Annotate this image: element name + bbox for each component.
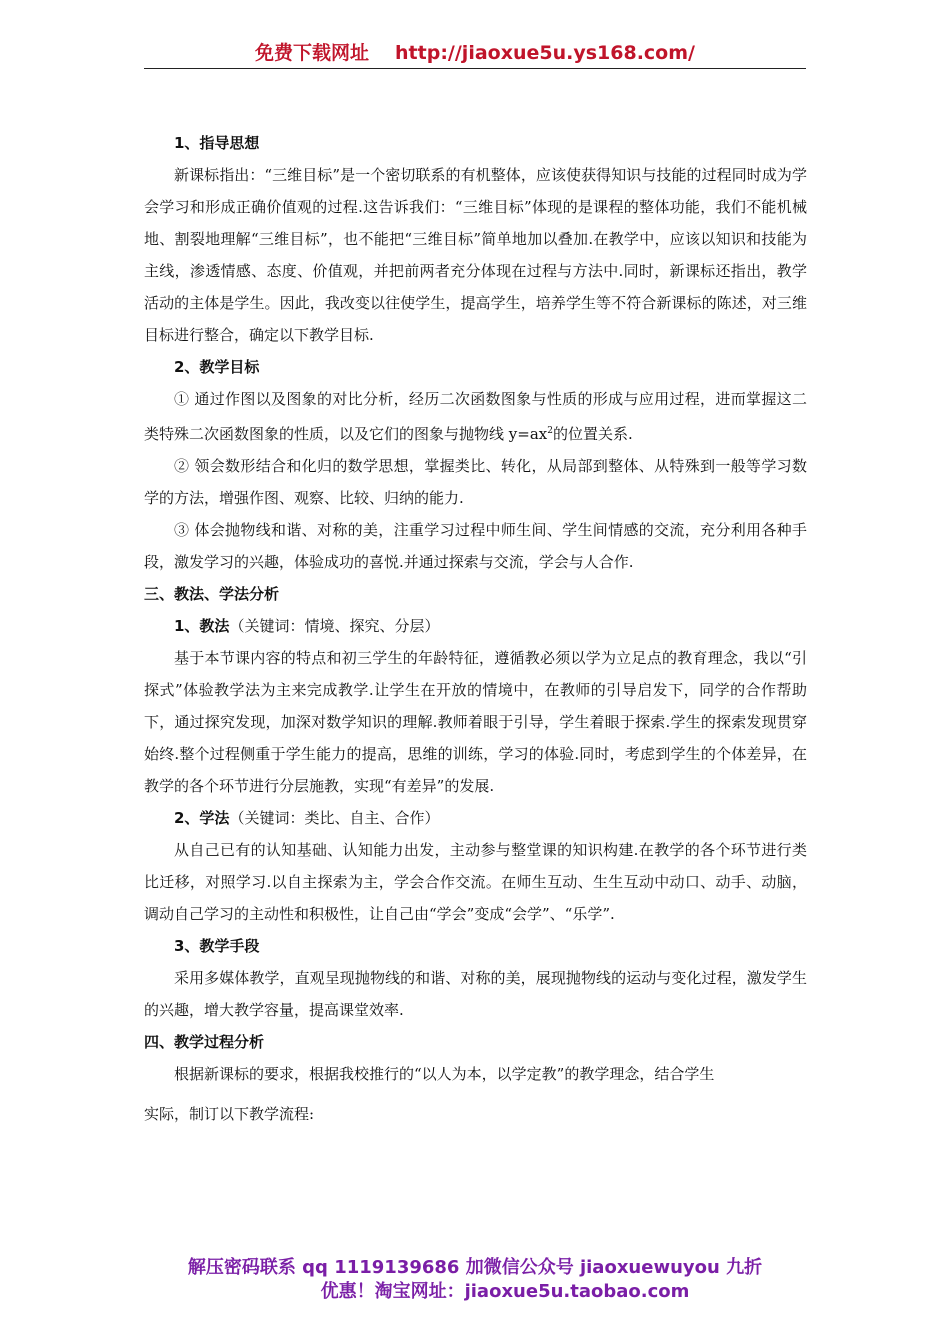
teaching-means-paragraph: 采用多媒体教学，直观呈现抛物线的和谐、对称的美，展现抛物线的运动与变化过程，激发学生的兴趣，增大教学容量，提高课堂效率. xyxy=(144,969,807,1019)
footer-line-1: 解压密码联系 qq 1119139686 加微信公众号 jiaoxuewuyou 九折 xyxy=(187,1257,763,1278)
section-4-title: 四、教学过程分析 xyxy=(144,1033,265,1051)
goal-1-text: ① 通过作图以及图象的对比分析，经历二次函数图象与性质的形成与应用过程，进而掌握这二类特殊二次函数图象的性质，以及它们的图象与抛物线 y=ax xyxy=(144,390,807,443)
section-guiding-title: 1、指导思想 xyxy=(174,134,260,152)
section-3-title: 三、教法、学法分析 xyxy=(144,585,280,603)
goal-1-tail: 的位置关系. xyxy=(552,425,633,443)
document-body xyxy=(144,127,807,1138)
section-4-paragraph: 根据新课标的要求，根据我校推行的“以人为本，以学定教”的教学理念，结合学生 xyxy=(174,1065,715,1083)
header-url-link[interactable]: http://jiaoxue5u.ys168.com/ xyxy=(395,42,695,64)
teaching-method-title: 1、教法 xyxy=(174,617,230,635)
footer-line-2: 优惠！淘宝网址：jiaoxue5u.taobao.com xyxy=(320,1281,690,1302)
page-header xyxy=(144,40,806,69)
goal-1 xyxy=(144,383,807,450)
learning-method-heading xyxy=(144,802,807,834)
goal-2: ② 领会数形结合和化归的数学思想，掌握类比、转化，从局部到整体、从特殊到一般等学习数学的方法，增强作图、观察、比较、归纳的能力. xyxy=(144,457,807,507)
teaching-method-heading xyxy=(144,610,807,642)
section-goals-title: 2、教学目标 xyxy=(174,358,260,376)
header-label: 免费下载网址 xyxy=(255,42,370,64)
page-footer xyxy=(0,1256,950,1304)
learning-method-paragraph: 从自己已有的认知基础、认知能力出发，主动参与整堂课的知识构建.在教学的各个环节进行类比迁移，对照学习.以自主探索为主，学会合作交流。在师生互动、生生互动中动口、动手、动脑，调动自己学习的主动性和积极性，让自己由“学会”变成“会学”、“乐学”. xyxy=(144,841,807,923)
section-4-paragraph-end: 实际，制订以下教学流程: xyxy=(144,1105,315,1123)
goal-3: ③ 体会抛物线和谐、对称的美，注重学习过程中师生间、学生间情感的交流，充分利用各种手段，激发学习的兴趣，体验成功的喜悦.并通过探索与交流，学会与人合作. xyxy=(144,521,807,571)
teaching-method-paragraph: 基于本节课内容的特点和初三学生的年龄特征，遵循教必须以学为立足点的教育理念，我以“引探式”体验教学法为主来完成教学.让学生在开放的情境中，在教师的引导启发下，同学的合作帮助下，通过探究发现，加深对数学知识的理解.教师着眼于引导，学生着眼于探索.学生的探索发现贯穿始终.整个过程侧重于学生能力的提高，思维的训练，学习的体验.同时，考虑到学生的个体差异，在教学的各个环节进行分层施教，实现“有差异”的发展. xyxy=(144,649,807,795)
goal-1-exponent: 2 xyxy=(547,426,553,436)
teaching-means-title: 3、教学手段 xyxy=(174,937,260,955)
learning-method-title: 2、学法 xyxy=(174,809,230,827)
learning-method-keywords: （关键词：类比、自主、合作） xyxy=(229,809,440,827)
teaching-method-keywords: （关键词：情境、探究、分层） xyxy=(229,617,440,635)
paragraph-guiding: 新课标指出：“三维目标”是一个密切联系的有机整体，应该使获得知识与技能的过程同时成为学会学习和形成正确价值观的过程.这告诉我们：“三维目标”体现的是课程的整体功能，我们不能机械地、割裂地理解“三维目标”，也不能把“三维目标”简单地加以叠加.在教学中，应该以知识和技能为主线，渗透情感、态度、价值观，并把前两者充分体现在过程与方法中.同时，新课标还指出，教学活动的主体是学生。因此，我改变以往使学生，提高学生，培养学生等不符合新课标的陈述，对三维目标进行整合，确定以下教学目标. xyxy=(144,166,807,344)
